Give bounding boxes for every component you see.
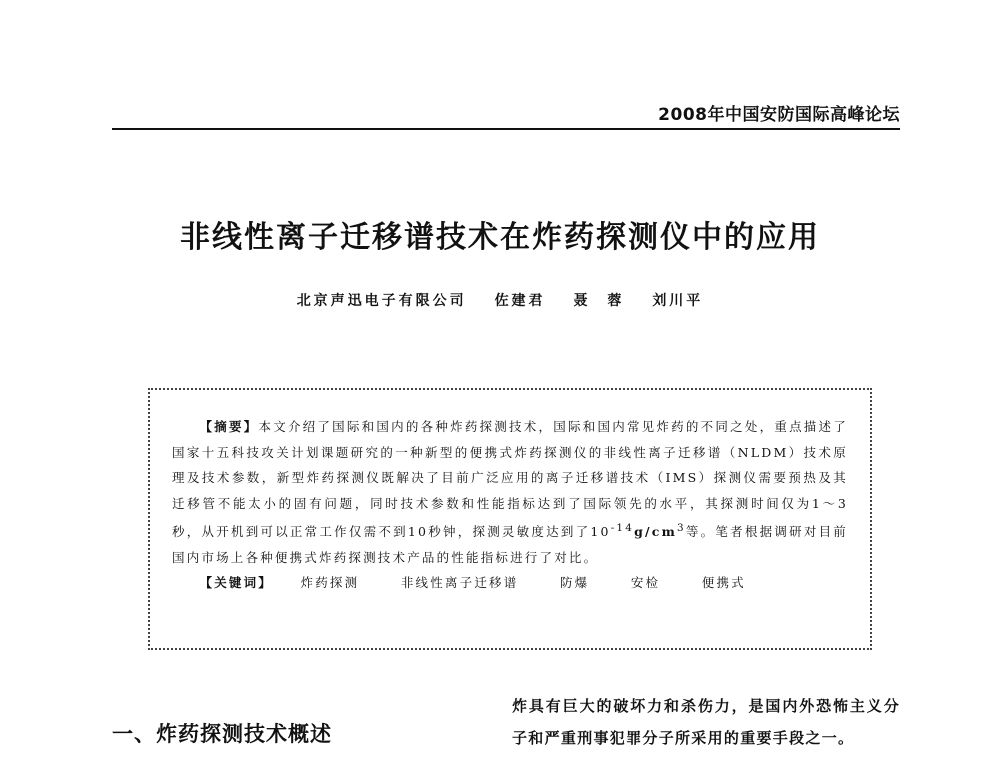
keyword: 炸药探测: [300, 575, 360, 591]
keyword: 便携式: [701, 575, 746, 591]
body-text-right-column: 炸具有巨大的破坏力和杀伤力，是国内外恐怖主义分子和严重刑事犯罪分子所采用的重要手段之一。: [512, 697, 900, 747]
affiliation: 北京声迅电子有限公司: [296, 293, 467, 309]
abstract-text-end: 等。笔者根据调研对目前国内市场上各种便携式炸药探测技术产品的性能指标进行了对比。: [172, 524, 849, 565]
section-heading: 一、炸药探测技术概述: [112, 722, 332, 746]
author-1: 佐建君: [494, 293, 546, 309]
abstract-unit-sup: 3: [677, 522, 686, 534]
keywords-label: 【关键词】: [199, 575, 274, 591]
keyword: 非线性离子迁移谱: [400, 575, 519, 591]
abstract-unit: g/cm: [634, 524, 678, 540]
keywords-line: [172, 570, 848, 596]
abstract-text: 本文介绍了国际和国内的各种炸药探测技术，国际和国内常见炸药的不同之处，重点描述了国家十五科技攻关计划课题研究的一种新型的便携式炸药探测仪的非线性离子迁移谱（NLDM）技术原理及技术参数，新型炸药探测仪既解决了目前广泛应用的离子迁移谱技术（IMS）探测仪需要预热及其迁移管不能太小的固有问题，同时技术参数和性能指标达到了国际领先的水平，其探测时间仅为1～3秒，从开机到可以正常工作仅需不到10秒钟，探测灵敏度达到了10: [172, 419, 848, 540]
keyword: 安检: [630, 575, 661, 591]
abstract-sup: -14: [610, 522, 635, 534]
header-rule: [112, 128, 900, 130]
abstract-box: [148, 388, 872, 650]
header-title: 2008年中国安防国际高峰论坛: [658, 105, 900, 125]
author-3: 刘川平: [652, 293, 704, 309]
author-2: 聂 蓉: [573, 293, 625, 309]
abstract-label: 【摘要】: [199, 419, 259, 434]
byline: [0, 290, 1000, 310]
paper-title: 非线性离子迁移谱技术在炸药探测仪中的应用: [180, 220, 820, 255]
abstract-paragraph: [172, 414, 848, 570]
keyword: 防爆: [559, 575, 590, 591]
